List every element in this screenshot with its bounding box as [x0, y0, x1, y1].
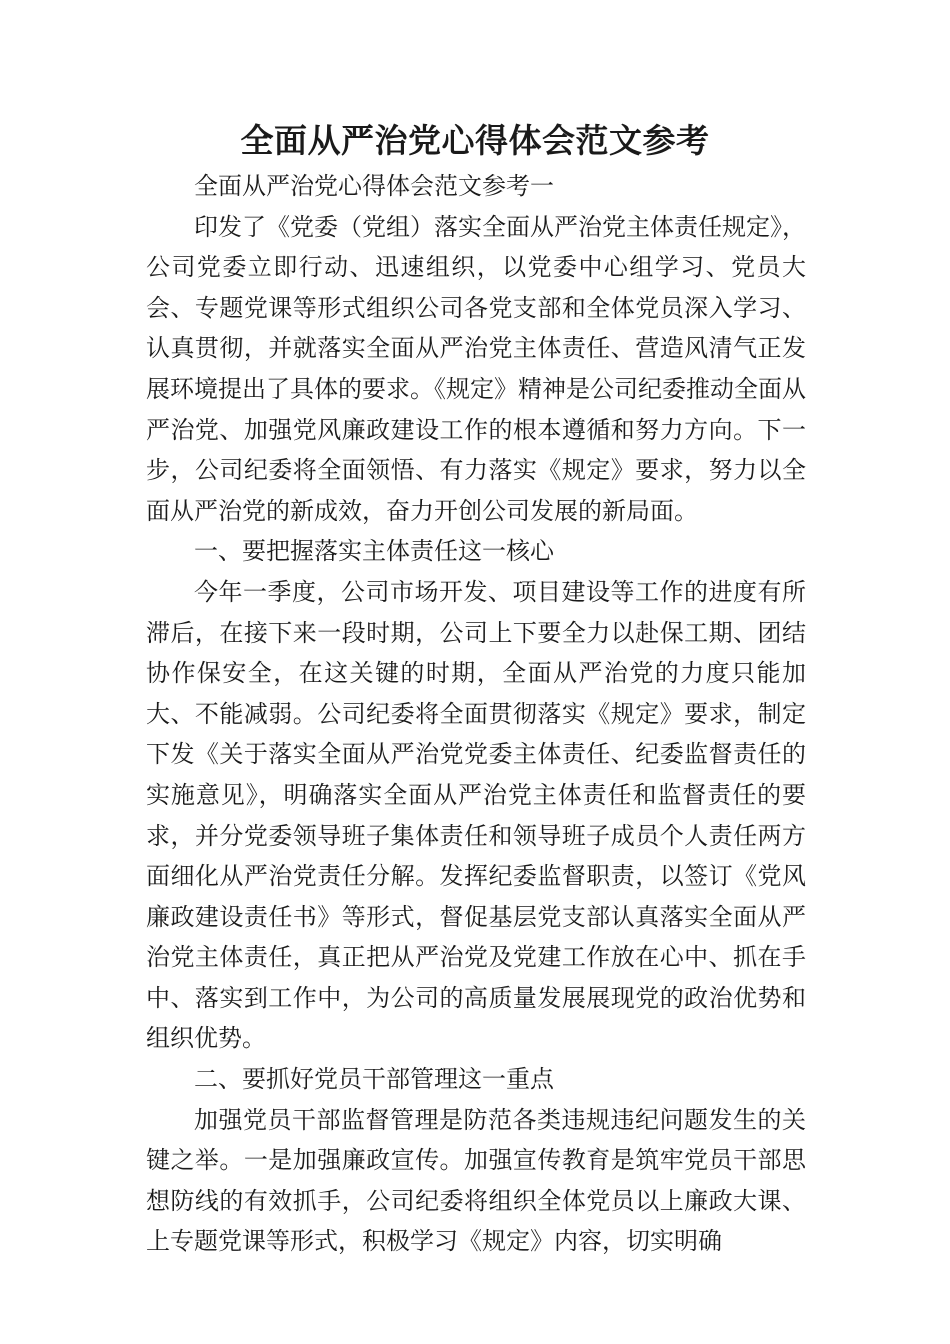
document-body: [146, 166, 806, 1262]
section-heading-1: 一、要把握落实主体责任这一核心: [194, 537, 554, 566]
section-heading-2: 二、要抓好党员干部管理这一重点: [194, 1065, 554, 1094]
body-paragraph: 印发了《党委（党组）落实全面从严治党主体责任规定》，公司党委立即行动、迅速组织，以党委中心组学习、党员大会、专题党课等形式组织公司各党支部和全体党员深入学习、认真贯彻，并就落实全面从严治党主体责任、营造风清气正发展环境提出了具体的要求。《规定》精神是公司纪委推动全面从严治党、加强党风廉政建设工作的根本遵循和努力方向。下一步，公司纪委将全面领悟、有力落实《规定》要求，努力以全面从严治党的新成效，奋力开创公司发展的新局面。: [146, 212, 806, 525]
body-paragraph: 今年一季度，公司市场开发、项目建设等工作的进度有所滞后，在接下来一段时期，公司上下要全力以赴保工期、团结协作保安全，在这关键的时期，全面从严治党的力度只能加大、不能减弱。公司纪委将全面贯彻落实《规定》要求，制定下发《关于落实全面从严治党党委主体责任、纪委监督责任的实施意见》，明确落实全面从严治党主体责任和监督责任的要求，并分党委领导班子集体责任和领导班子成员个人责任两方面细化从严治党责任分解。发挥纪委监督职责，以签订《党风廉政建设责任书》等形式，督促基层党支部认真落实全面从严治党主体责任，真正把从严治党及党建工作放在心中、抓在手中、落实到工作中，为公司的高质量发展展现党的政治优势和组织优势。: [146, 577, 806, 1053]
document-title: 全面从严治党心得体会范文参考: [240, 121, 710, 160]
body-paragraph: 加强党员干部监督管理是防范各类违规违纪问题发生的关键之举。一是加强廉政宣传。加强宣传教育是筑牢党员干部思想防线的有效抓手，公司纪委将组织全体党员以上廉政大课、上专题党课等形式，积极学习《规定》内容，切实明确: [146, 1105, 806, 1256]
subtitle-paragraph: 全面从严治党心得体会范文参考一: [194, 172, 554, 200]
